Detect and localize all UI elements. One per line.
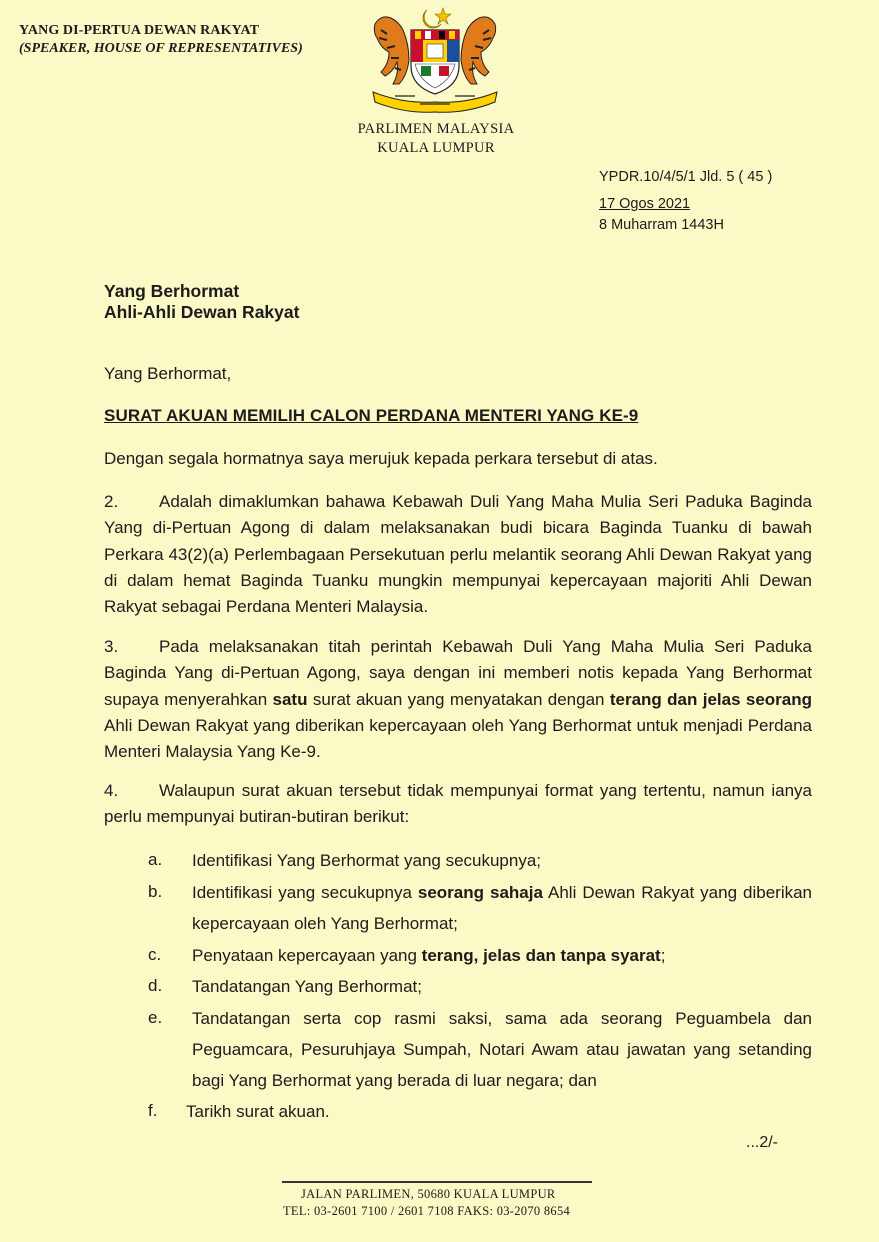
paragraph-text: Adalah dimaklumkan bahawa Kebawah Duli Yang Maha Mulia Seri Paduka Baginda Yang di-Pertuan Agong di dalam melaksanakan budi bicara Baginda Tuanku di bawah Perkara 43(2)(a) Perlembagaan Persekutuan perlu melantik seorang Ahli Dewan Rakyat yang di dalam hemat Baginda Tuanku mungkin mempunyai kepercayaan majoriti Ahli Dewan Rakyat sebagai Perdana Menteri Malaysia. (104, 492, 812, 617)
subject-heading: SURAT AKUAN MEMILIH CALON PERDANA MENTERI YANG KE-9 (104, 406, 639, 425)
footer-contact: TEL: 03-2601 7100 / 2601 7108 FAKS: 03-2070 8654 (283, 1204, 571, 1218)
paragraph-3 (104, 634, 812, 765)
paragraph-number: 3. (104, 637, 119, 656)
list-item-letter-f: f. (148, 1101, 158, 1120)
intro-paragraph: Dengan segala hormatnya saya merujuk kepada perkara tersebut di atas. (104, 449, 658, 468)
list-item-letter-c: c. (148, 945, 162, 964)
list-item-text: Penyataan kepercayaan yang (192, 946, 422, 965)
list-item-a: Identifikasi Yang Berhormat yang secukupnya; (192, 851, 542, 870)
paragraph-text-part-2: surat akuan yang menyatakan dengan (307, 689, 610, 709)
date-gregorian: 17 Ogos 2021 (599, 196, 691, 212)
list-item-e: Tandatangan serta cop rasmi saksi, sama ada seorang Peguambela dan Peguamcara, Pesuruhjaya Sumpah, Notari Awam atau jawatan yang setanding bagi Yang Berhormat yang berada di luar negara; dan (192, 1009, 812, 1090)
emphasis-terang-dan-jelas: terang dan jelas seorang (609, 689, 813, 709)
date-hijri: 8 Muharram 1443H (599, 217, 724, 233)
list-item-letter-e: e. (148, 1008, 163, 1027)
list-item-f: Tarikh surat akuan. (186, 1102, 330, 1121)
reference-number: YPDR.10/4/5/1 Jld. 5 ( 45 ) (599, 169, 773, 185)
emphasis-seorang-sahaja: seorang sahaja (417, 883, 543, 902)
list-item-letter-b: b. (148, 882, 163, 901)
office-title-english: (SPEAKER, HOUSE OF REPRESENTATIVES) (19, 41, 303, 56)
salutation: Yang Berhormat, (104, 364, 232, 383)
paragraph-text: Walaupun surat akuan tersebut tidak mempunyai format yang tertentu, namun ianya perlu mempunyai butiran-butiran berikut: (104, 781, 812, 827)
paragraph-number: 4. (104, 781, 119, 800)
malaysia-coat-of-arms-icon (365, 4, 505, 116)
paragraph-text-part-1: Pada melaksanakan titah perintah Kebawah Duli Yang Maha Mulia Seri Paduka Baginda Yang di-Pertuan Agong, saya dengan ini memberi notis kepada Yang Berhormat supaya menyerahkan (104, 637, 812, 709)
addressee-line-1: Yang Berhormat (104, 281, 240, 301)
list-item-text: Identifikasi yang secukupnya (192, 883, 418, 902)
emphasis-terang-jelas: terang, jelas dan tanpa syarat (421, 946, 661, 965)
list-item-text: ; (660, 946, 666, 965)
addressee-line-2: Ahli-Ahli Dewan Rakyat (104, 302, 300, 322)
page-continuation: ...2/- (746, 1134, 779, 1151)
paragraph-number: 2. (104, 492, 119, 511)
organization-name: PARLIMEN MALAYSIA (357, 121, 515, 137)
list-item-letter-d: d. (148, 976, 163, 995)
list-item-d: Tandatangan Yang Berhormat; (192, 977, 422, 996)
list-item-text: Ahli Dewan Rakyat yang diberikan kepercayaan oleh Yang Berhormat; (192, 883, 813, 933)
list-item-c (192, 940, 812, 971)
paragraph-2 (104, 489, 812, 620)
footer-divider (282, 1181, 592, 1183)
footer-address: JALAN PARLIMEN, 50680 KUALA LUMPUR (301, 1187, 556, 1201)
paragraph-4 (104, 778, 812, 831)
organization-city: KUALA LUMPUR (377, 140, 495, 156)
list-item-b (192, 877, 812, 939)
list-item-letter-a: a. (148, 850, 163, 869)
emphasis-satu: satu (272, 689, 308, 709)
paragraph-text-part-3: Ahli Dewan Rakyat yang diberikan kepercayaan oleh Yang Berhormat untuk menjadi Perdana Menteri Malaysia Yang Ke-9. (104, 715, 812, 762)
office-title: YANG DI-PERTUA DEWAN RAKYAT (19, 23, 260, 38)
